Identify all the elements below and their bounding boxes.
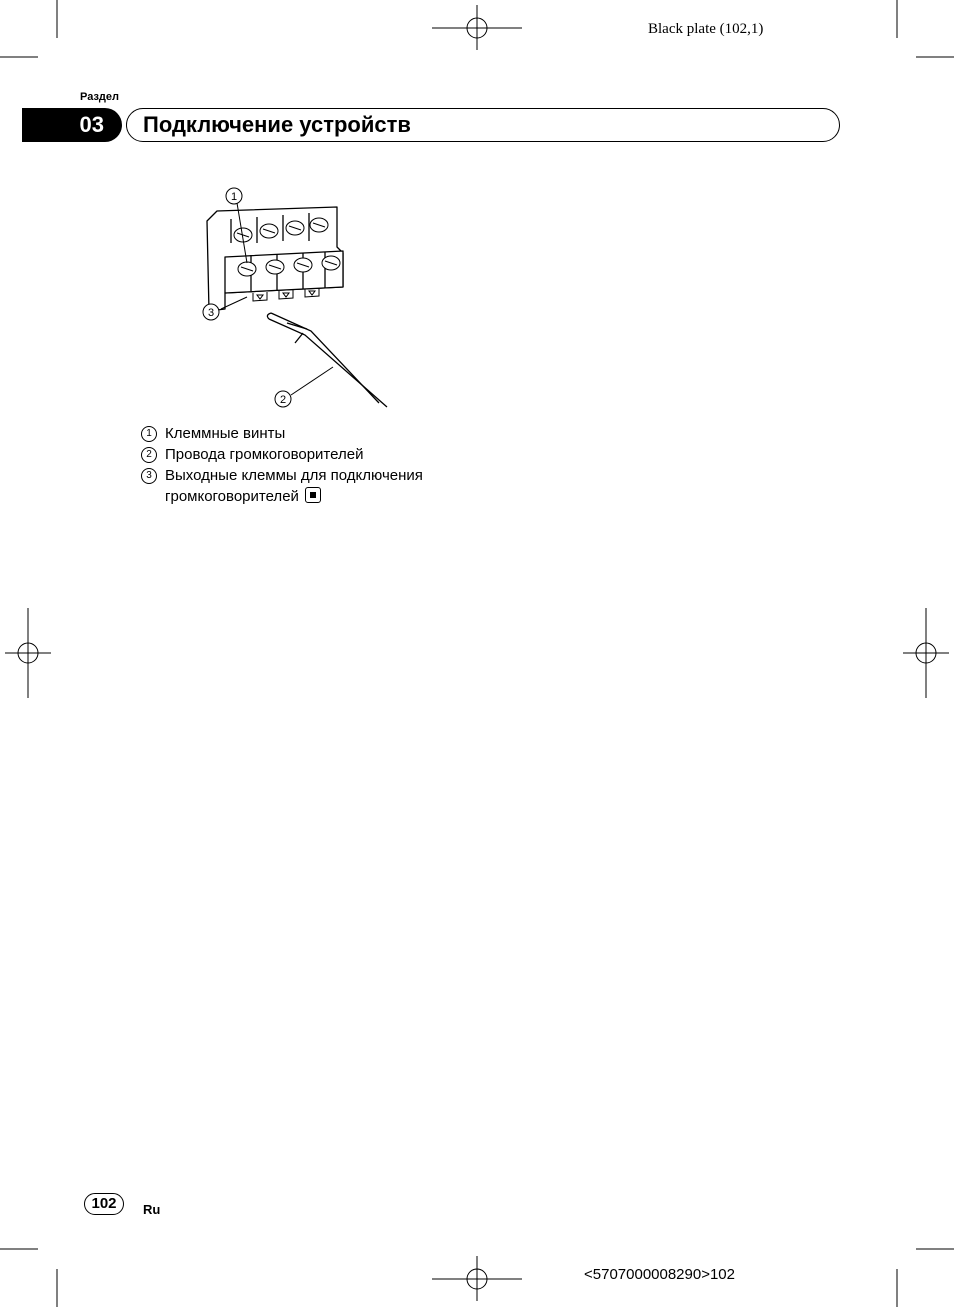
caption-text: Выходные клеммы для подключения громкоговорителей	[165, 467, 423, 505]
registration-target-icon	[5, 608, 51, 698]
chapter-number: 03	[22, 108, 122, 142]
speaker-terminal-illustration	[195, 183, 395, 415]
callout-2: 2	[279, 394, 287, 406]
figure-captions	[141, 423, 465, 507]
registration-target-icon	[903, 608, 949, 698]
caption-item	[141, 444, 465, 465]
caption-item	[141, 423, 465, 444]
caption-text: Клеммные винты	[165, 425, 286, 442]
caption-number: 2	[141, 447, 157, 463]
plate-label: Black plate (102,1)	[648, 21, 764, 37]
chapter-title: Подключение устройств	[126, 108, 840, 142]
callout-1: 1	[230, 191, 238, 203]
stop-square-icon	[305, 487, 321, 503]
caption-text: Провода громкоговорителей	[165, 446, 364, 463]
caption-number: 1	[141, 426, 157, 442]
caption-number: 3	[141, 468, 157, 484]
caption-item	[141, 465, 465, 507]
section-label: Раздел	[80, 91, 119, 103]
page-number: 102	[84, 1193, 124, 1215]
document-code: <5707000008290>102	[584, 1266, 735, 1283]
callout-3: 3	[207, 307, 215, 319]
registration-target-icon	[432, 5, 522, 50]
language-code: Ru	[143, 1202, 161, 1217]
caption-item-text	[165, 465, 465, 507]
registration-target-icon	[432, 1256, 522, 1301]
